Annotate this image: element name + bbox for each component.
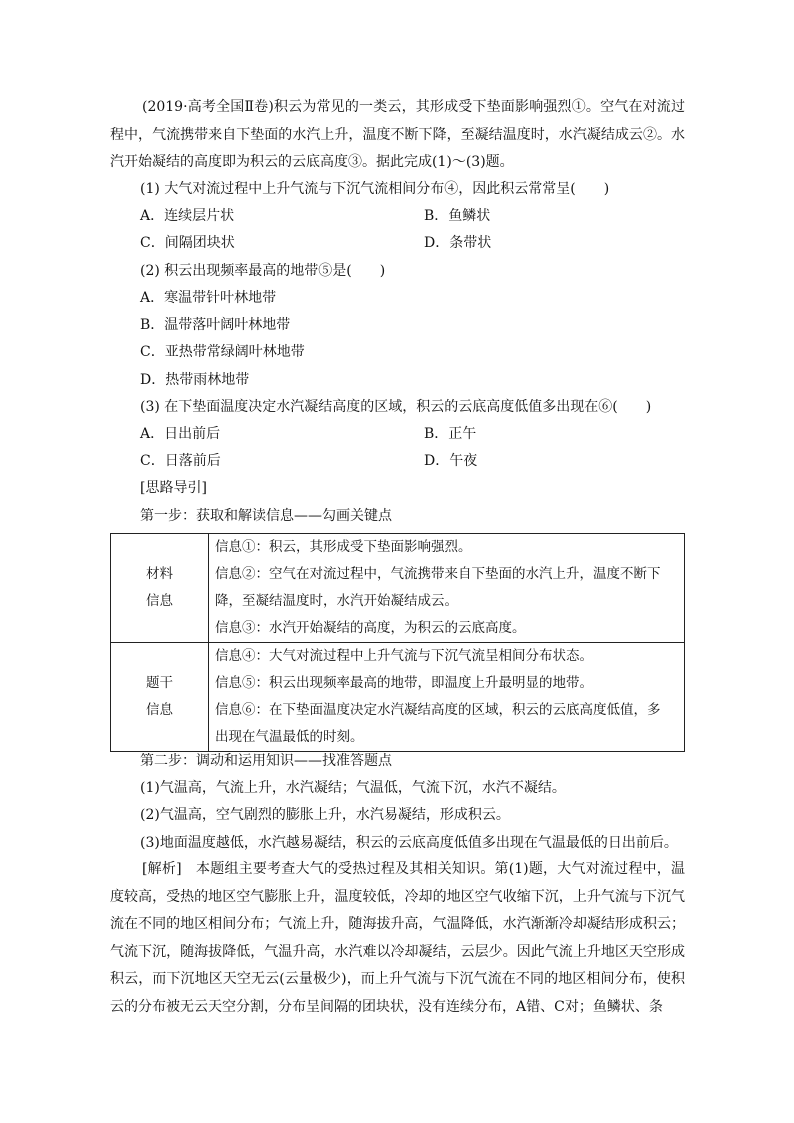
- question-1-option-c: C．间隔团块状: [140, 235, 235, 251]
- stem-head: [111, 643, 209, 752]
- question-3-option-a: A．日出前后: [140, 426, 221, 442]
- question-2-option-c: C．亚热带常绿阔叶林地带: [140, 344, 305, 360]
- step2-item-1: (1)气温高，气流上升，水汽凝结；气温低，气流下沉，水汽不凝结。: [140, 780, 566, 796]
- question-2-stem: (2) 积云出现频率最高的地带⑤是( ): [140, 263, 386, 279]
- material-line-4: 信息③：水汽开始凝结的高度，为积云的云底高度。: [215, 620, 526, 636]
- info-table: [110, 533, 685, 752]
- question-3-option-d: D．午夜: [424, 453, 478, 469]
- material-head-line-2: 信息: [146, 593, 173, 609]
- question-1-option-d: D．条带状: [424, 235, 492, 251]
- question-2-option-a: A．寒温带针叶林地带: [140, 290, 277, 306]
- material-line-3: 降，至凝结温度时，水汽开始凝结成云。: [215, 593, 458, 609]
- question-2-option-b: B．温带落叶阔叶林地带: [140, 317, 291, 333]
- material-head-line-1: 材料: [146, 566, 173, 582]
- stem-line-2: 信息⑤：积云出现频率最高的地带，即温度上升最明显的地带。: [215, 675, 593, 691]
- stem-head-line-2: 信息: [146, 702, 173, 718]
- analysis-paragraph: [解析] 本题组主要考查大气的受热过程及其相关知识。第(1)题，大气对流过程中，温度较高，受热的地区空气膨胀上升，温度较低，冷却的地区空气收缩下沉，上升气流与下沉气流在不同的地区相间分布；气流上升，随海拔升高，气温降低，水汽渐渐冷却凝结形成积云；气流下沉，随海拔降低，气温升高，水汽难以冷却凝结，云层少。因此气流上升地区天空形成积云，而下沉地区天空无云(云量极少)，而上升气流与下沉气流在不同的地区相间分布，使积云的分布被无云天空分割，分布呈间隔的团块状，没有连续分布，A错、C对；鱼鳞状、条: [110, 861, 685, 1015]
- material-head: [111, 534, 209, 643]
- intro-paragraph: (2019·高考全国Ⅱ卷)积云为常见的一类云，其形成受下垫面影响强烈①。空气在对流过程中，气流携带来自下垫面的水汽上升，温度不断下降，至凝结温度时，水汽凝结成云②。水汽开始凝结的高度即为积云的云底高度③。据此完成(1)～(3)题。: [110, 99, 685, 170]
- stem-row: [111, 643, 685, 752]
- material-row: [111, 534, 685, 643]
- step2-item-2: (2)气温高，空气剧烈的膨胀上升，水汽易凝结，形成积云。: [140, 807, 510, 823]
- stem-line-4: 出现在气温最低的时刻。: [215, 729, 364, 745]
- question-3-option-c: C．日落前后: [140, 453, 221, 469]
- stem-body: [209, 643, 685, 752]
- step2-title: 第二步：调动和运用知识——找准答题点: [140, 753, 392, 769]
- stem-head-line-1: 题干: [146, 675, 173, 691]
- material-line-2: 信息②：空气在对流过程中，气流携带来自下垫面的水汽上升，温度不断下: [215, 566, 661, 582]
- material-body: [209, 534, 685, 643]
- guide-label: [思路导引]: [140, 480, 207, 496]
- question-1-stem: (1) 大气对流过程中上升气流与下沉气流相间分布④，因此积云常常呈( ): [140, 181, 610, 197]
- stem-line-3: 信息⑥：在下垫面温度决定水汽凝结高度的区域，积云的云底高度低值，多: [215, 702, 661, 718]
- material-line-1: 信息①：积云，其形成受下垫面影响强烈。: [215, 539, 472, 555]
- question-1-option-a: A．连续层片状: [140, 208, 235, 224]
- step2-item-3: (3)地面温度越低，水汽越易凝结，积云的云底高度低值多出现在气温最低的日出前后。: [140, 835, 678, 851]
- question-3-option-b: B．正午: [424, 426, 477, 442]
- question-3-stem: (3) 在下垫面温度决定水汽凝结高度的区域，积云的云底高度低值多出现在⑥( ): [140, 399, 652, 415]
- step1-title: 第一步：获取和解读信息——勾画关键点: [140, 508, 392, 524]
- stem-line-1: 信息④：大气对流过程中上升气流与下沉气流呈相间分布状态。: [215, 648, 593, 664]
- question-2-option-d: D．热带雨林地带: [140, 372, 250, 388]
- question-1-option-b: B．鱼鳞状: [424, 208, 491, 224]
